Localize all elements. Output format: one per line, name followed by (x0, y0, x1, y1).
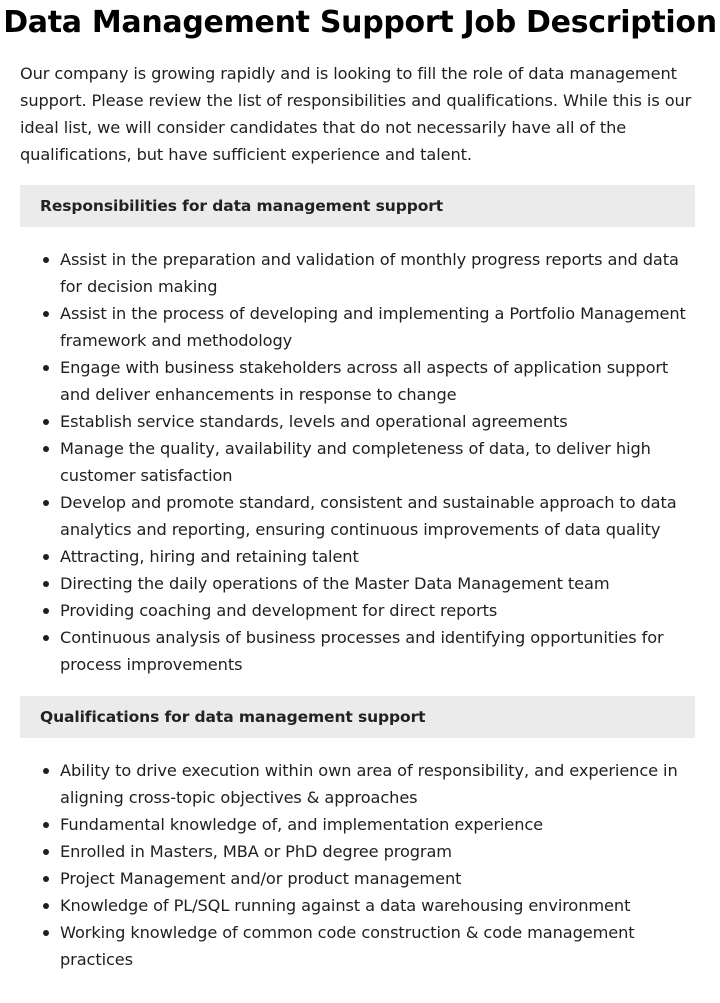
list-item-text: Assist in the process of developing and implementing a Portfolio Management framework and methodology (60, 304, 686, 350)
list-item (40, 865, 690, 892)
list-item (40, 892, 690, 919)
list-item-text: Establish service standards, levels and operational agreements (60, 412, 568, 431)
list-item (40, 570, 690, 597)
responsibilities-header (20, 185, 695, 227)
list-item-text: Project Management and/or product management (60, 869, 462, 888)
list-item (40, 543, 690, 570)
bullet-icon (43, 500, 49, 506)
list-item-text: Manage the quality, availability and completeness of data, to deliver high customer satisfaction (60, 439, 651, 485)
intro-paragraph: Our company is growing rapidly and is looking to fill the role of data management support. Please review the list of responsibilities and qualifications. While this is our ideal list, we will consider candidates that do not necessarily have all of the qualifications, but have sufficient experience and talent. (20, 64, 692, 164)
bullet-icon (43, 903, 49, 909)
bullet-icon (43, 849, 49, 855)
qualifications-header (20, 696, 695, 738)
bullet-icon (43, 635, 49, 641)
list-item-text: Engage with business stakeholders across all aspects of application support and deliver enhancements in response to change (60, 358, 669, 404)
list-item (40, 624, 690, 678)
bullet-icon (43, 365, 49, 371)
list-item (40, 838, 690, 865)
bullet-icon (43, 608, 49, 614)
list-item (40, 246, 690, 300)
bullet-icon (43, 419, 49, 425)
qualifications-heading: Qualifications for data management support (40, 708, 426, 726)
list-item-text: Attracting, hiring and retaining talent (60, 547, 359, 566)
page-title: Data Management Support Job Description (3, 5, 717, 40)
responsibilities-heading: Responsibilities for data management support (40, 197, 444, 215)
list-item (40, 489, 690, 543)
list-item-text: Develop and promote standard, consistent and sustainable approach to data analytics and reporting, ensuring continuous improvements of data quality (60, 493, 677, 539)
list-item-text: Providing coaching and development for direct reports (60, 601, 498, 620)
bullet-icon (43, 311, 49, 317)
list-item (40, 300, 690, 354)
list-item (40, 408, 690, 435)
list-item-text: Continuous analysis of business processes and identifying opportunities for process improvements (60, 628, 664, 674)
list-item (40, 435, 690, 489)
bullet-icon (43, 930, 49, 936)
list-item-text: Enrolled in Masters, MBA or PhD degree program (60, 842, 452, 861)
list-item-text: Working knowledge of common code construction & code management practices (60, 923, 635, 969)
list-item-text: Directing the daily operations of the Master Data Management team (60, 574, 610, 593)
list-item-text: Assist in the preparation and validation of monthly progress reports and data for decision making (60, 250, 679, 296)
list-item-text: Fundamental knowledge of, and implementation experience (60, 815, 544, 834)
bullet-icon (43, 257, 49, 263)
bullet-icon (43, 822, 49, 828)
list-item (40, 354, 690, 408)
list-item-text: Ability to drive execution within own area of responsibility, and experience in aligning cross-topic objectives & approaches (60, 761, 678, 807)
list-item (40, 919, 690, 973)
list-item (40, 597, 690, 624)
bullet-icon (43, 876, 49, 882)
qualifications-list (40, 757, 690, 973)
bullet-icon (43, 446, 49, 452)
list-item (40, 757, 690, 811)
bullet-icon (43, 768, 49, 774)
list-item (40, 811, 690, 838)
bullet-icon (43, 581, 49, 587)
bullet-icon (43, 554, 49, 560)
list-item-text: Knowledge of PL/SQL running against a data warehousing environment (60, 896, 631, 915)
responsibilities-list (40, 246, 690, 678)
